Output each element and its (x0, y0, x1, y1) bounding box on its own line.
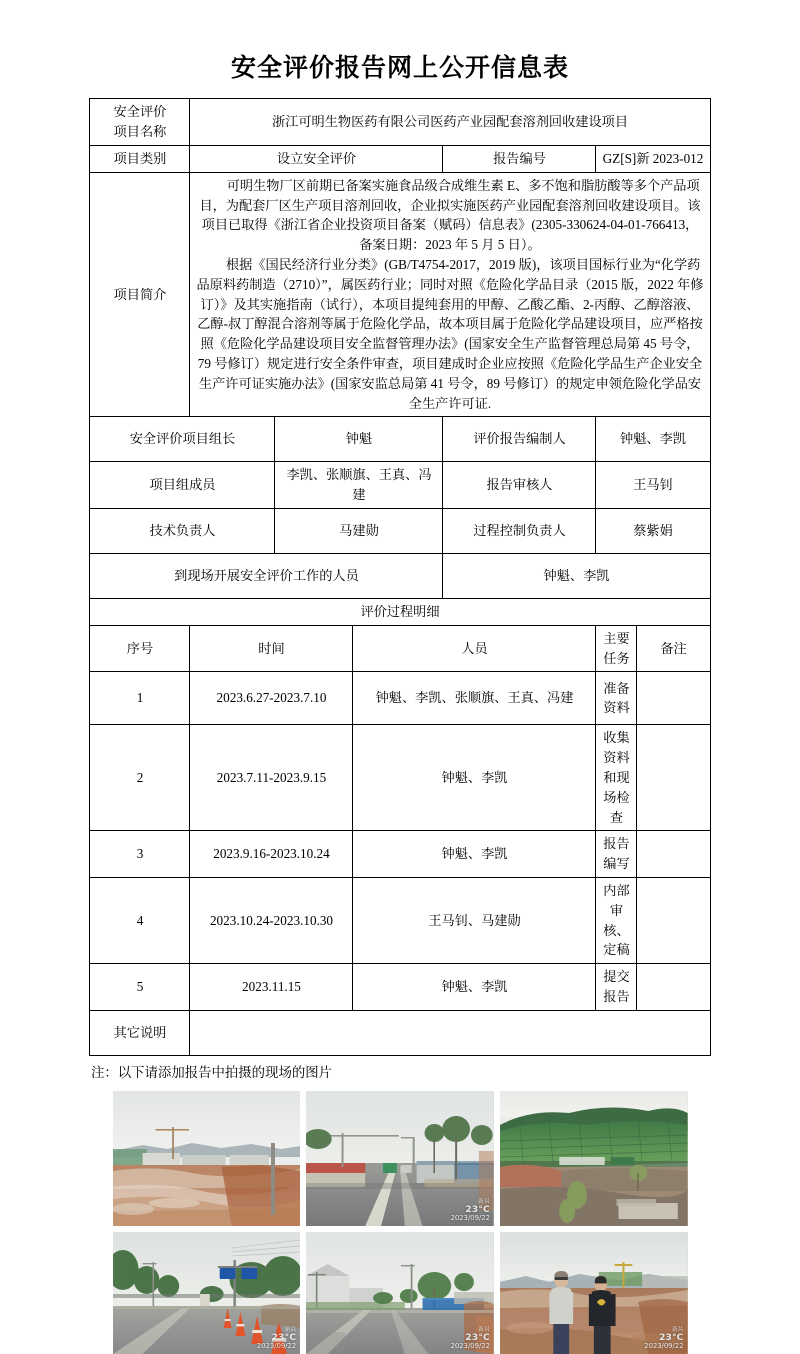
other-notes-value (190, 1010, 710, 1055)
table-row (90, 877, 710, 963)
tech-lead-value: 马建勋 (275, 508, 443, 553)
process-cell-no: 1 (90, 672, 190, 725)
process-header-no: 序号 (90, 625, 190, 672)
project-type-value: 设立安全评价 (190, 146, 443, 173)
table-row-project-type (90, 146, 710, 173)
report-no-label: 报告编号 (443, 146, 596, 173)
photo-stamp-temp: 23°C (659, 1332, 684, 1343)
process-header-task: 主要任务 (596, 625, 637, 672)
process-header-time: 时间 (190, 625, 353, 672)
process-cell-task: 内部审核、定稿 (596, 877, 637, 963)
project-name-label (90, 99, 190, 146)
process-cell-task: 提交报告 (596, 964, 637, 1011)
photo-construction-site-panorama (113, 1091, 301, 1226)
photo-section-note: 注：以下请添加报告中拍摄的现场的图片 (91, 1064, 333, 1080)
process-cell-people: 王马钊、马建勋 (353, 877, 596, 963)
photo-stamp-temp: 23°C (271, 1332, 297, 1343)
photo-stamp-date: 2023/09/22 (450, 1341, 490, 1350)
table-row (90, 831, 710, 878)
photo-green-netting-slope (500, 1091, 688, 1226)
table-row-team-leader (90, 417, 710, 462)
team-leader-value: 钟魁 (275, 417, 443, 462)
process-cell-task: 报告编写 (596, 831, 637, 878)
photo-two-people-on-site (500, 1232, 688, 1354)
process-cell-time: 2023.7.11-2023.9.15 (190, 725, 353, 831)
process-cell-people: 钟魁、李凯、张顺旗、王真、冯建 (353, 672, 596, 725)
onsite-label: 到现场开展安全评价工作的人员 (90, 553, 443, 598)
project-name-value: 浙江可明生物医药有限公司医药产业园配套溶剂回收建设项目 (190, 99, 710, 146)
photo-stamp-temp: 23°C (465, 1204, 490, 1215)
process-cell-people: 钟魁、李凯 (353, 964, 596, 1011)
table-row-process-header (90, 625, 710, 672)
process-cell-no: 3 (90, 831, 190, 878)
photo-stamp-date: 2023/09/22 (256, 1341, 297, 1350)
photo-stamp-city: 新昌 (672, 1326, 684, 1333)
photo-timestamp-overlay (450, 1199, 489, 1223)
green-netting-slope-image (500, 1091, 688, 1226)
table-row-other-notes (90, 1010, 710, 1055)
team-leader-label: 安全评价项目组长 (90, 417, 275, 462)
process-cell-time: 2023.9.16-2023.10.24 (190, 831, 353, 878)
onsite-value: 钟魁、李凯 (443, 553, 710, 598)
site-photo-grid (113, 1091, 688, 1354)
process-header-people: 人员 (353, 625, 596, 672)
photo-timestamp-overlay (450, 1327, 489, 1351)
table-row-project-name (90, 99, 710, 146)
process-cell-people: 钟魁、李凯 (353, 831, 596, 878)
process-cell-no: 4 (90, 877, 190, 963)
photo-stamp-temp: 23°C (465, 1332, 490, 1343)
photo-stamp-city: 新昌 (284, 1326, 297, 1333)
photo-stamp-city: 新昌 (478, 1326, 490, 1333)
process-cell-remark (637, 877, 710, 963)
process-cell-no: 2 (90, 725, 190, 831)
process-cell-remark (637, 725, 710, 831)
photo-road-with-traffic-cones (113, 1232, 301, 1354)
page-title: 安全评价报告网上公开信息表 (230, 55, 569, 82)
process-cell-people: 钟魁、李凯 (353, 725, 596, 831)
table-row (90, 725, 710, 831)
other-notes-label: 其它说明 (90, 1010, 190, 1055)
report-author-value: 钟魁、李凯 (596, 417, 710, 462)
report-no-value: GZ[S]新 2023-012 (596, 146, 710, 173)
photo-road-view-with-shops (306, 1091, 494, 1226)
process-cell-time: 2023.6.27-2023.7.10 (190, 672, 353, 725)
tech-lead-label: 技术负责人 (90, 508, 275, 553)
photo-road-with-blue-fence (306, 1232, 494, 1354)
process-cell-remark (637, 964, 710, 1011)
report-author-label: 评价报告编制人 (443, 417, 596, 462)
process-detail-title: 评价过程明细 (90, 598, 710, 625)
report-reviewer-value: 王马钊 (596, 462, 710, 509)
construction-site-panorama-image (113, 1091, 301, 1226)
process-header-remark: 备注 (637, 625, 710, 672)
summary-paragraph-1: 可明生物厂区前期已备案实施食品级合成维生素 E、多不饱和脂肪酸等多个产品项目，为配套厂区生产项目溶剂回收，企业拟实施医药产业园配套溶剂回收建设项目。该项目已取得《浙江省企业投资项目备案（赋码）信息表》(2305-330624-04-01-766413，备案日期：2023 年 5 月 5 日）。 (199, 177, 701, 253)
team-members-value: 李凯、张顺旗、王真、冯建 (275, 462, 443, 509)
process-cell-task: 收集资料和现场检查 (596, 725, 637, 831)
summary-value (190, 172, 710, 417)
table-row (90, 964, 710, 1011)
process-cell-time: 2023.10.24-2023.10.30 (190, 877, 353, 963)
summary-label: 项目简介 (90, 172, 190, 417)
process-control-value: 蔡紫娟 (596, 508, 710, 553)
report-reviewer-label: 报告审核人 (443, 462, 596, 509)
table-row (90, 672, 710, 725)
photo-stamp-city: 新昌 (478, 1198, 490, 1205)
team-members-label: 项目组成员 (90, 462, 275, 509)
project-name-label-line2: 项目名称 (113, 124, 167, 139)
project-name-label-line1: 安全评价 (113, 104, 167, 120)
process-cell-task: 准备资料 (596, 672, 637, 725)
summary-paragraph-2: 根据《国民经济行业分类》(GB/T4754-2017，2019 版)，该项目国标行业为“化学药品原料药制造（2710）”，属医药行业；同时对照《危险化学品目录（2015 版，2022 年修订）》及其实施指南（试行），本项目提纯套用的甲醇、乙酸乙酯、2-丙醇、乙醇溶液、乙醇-叔丁醇混合溶剂等属于危险化学品，故本项目属于危险化学品建设项目，应严格按照《危险化学品建设项目安全监督管理办法》(国家安全生产监督管理总局第 45 号令，79 号修订）规定进行安全条件审查，项目建成时企业应按照《危险化学品生产企业安全生产许可证实施办法》(国家安监总局第 41 号令，89 号修订）的规定申领危险化学品安全生产许可证. (196, 256, 704, 411)
photo-stamp-date: 2023/09/22 (644, 1341, 684, 1350)
public-information-table (89, 98, 710, 1056)
table-row-process-title (90, 598, 710, 625)
process-cell-remark (637, 672, 710, 725)
project-type-label: 项目类别 (90, 146, 190, 173)
process-control-label: 过程控制负责人 (443, 508, 596, 553)
process-cell-no: 5 (90, 964, 190, 1011)
table-row-tech-lead (90, 508, 710, 553)
photo-timestamp-overlay (644, 1327, 683, 1351)
table-row-summary (90, 172, 710, 417)
table-row-team-members (90, 462, 710, 509)
photo-stamp-date: 2023/09/22 (450, 1213, 490, 1222)
table-row-onsite-personnel (90, 553, 710, 598)
process-cell-time: 2023.11.15 (190, 964, 353, 1011)
photo-timestamp-overlay (257, 1327, 296, 1351)
process-cell-remark (637, 831, 710, 878)
